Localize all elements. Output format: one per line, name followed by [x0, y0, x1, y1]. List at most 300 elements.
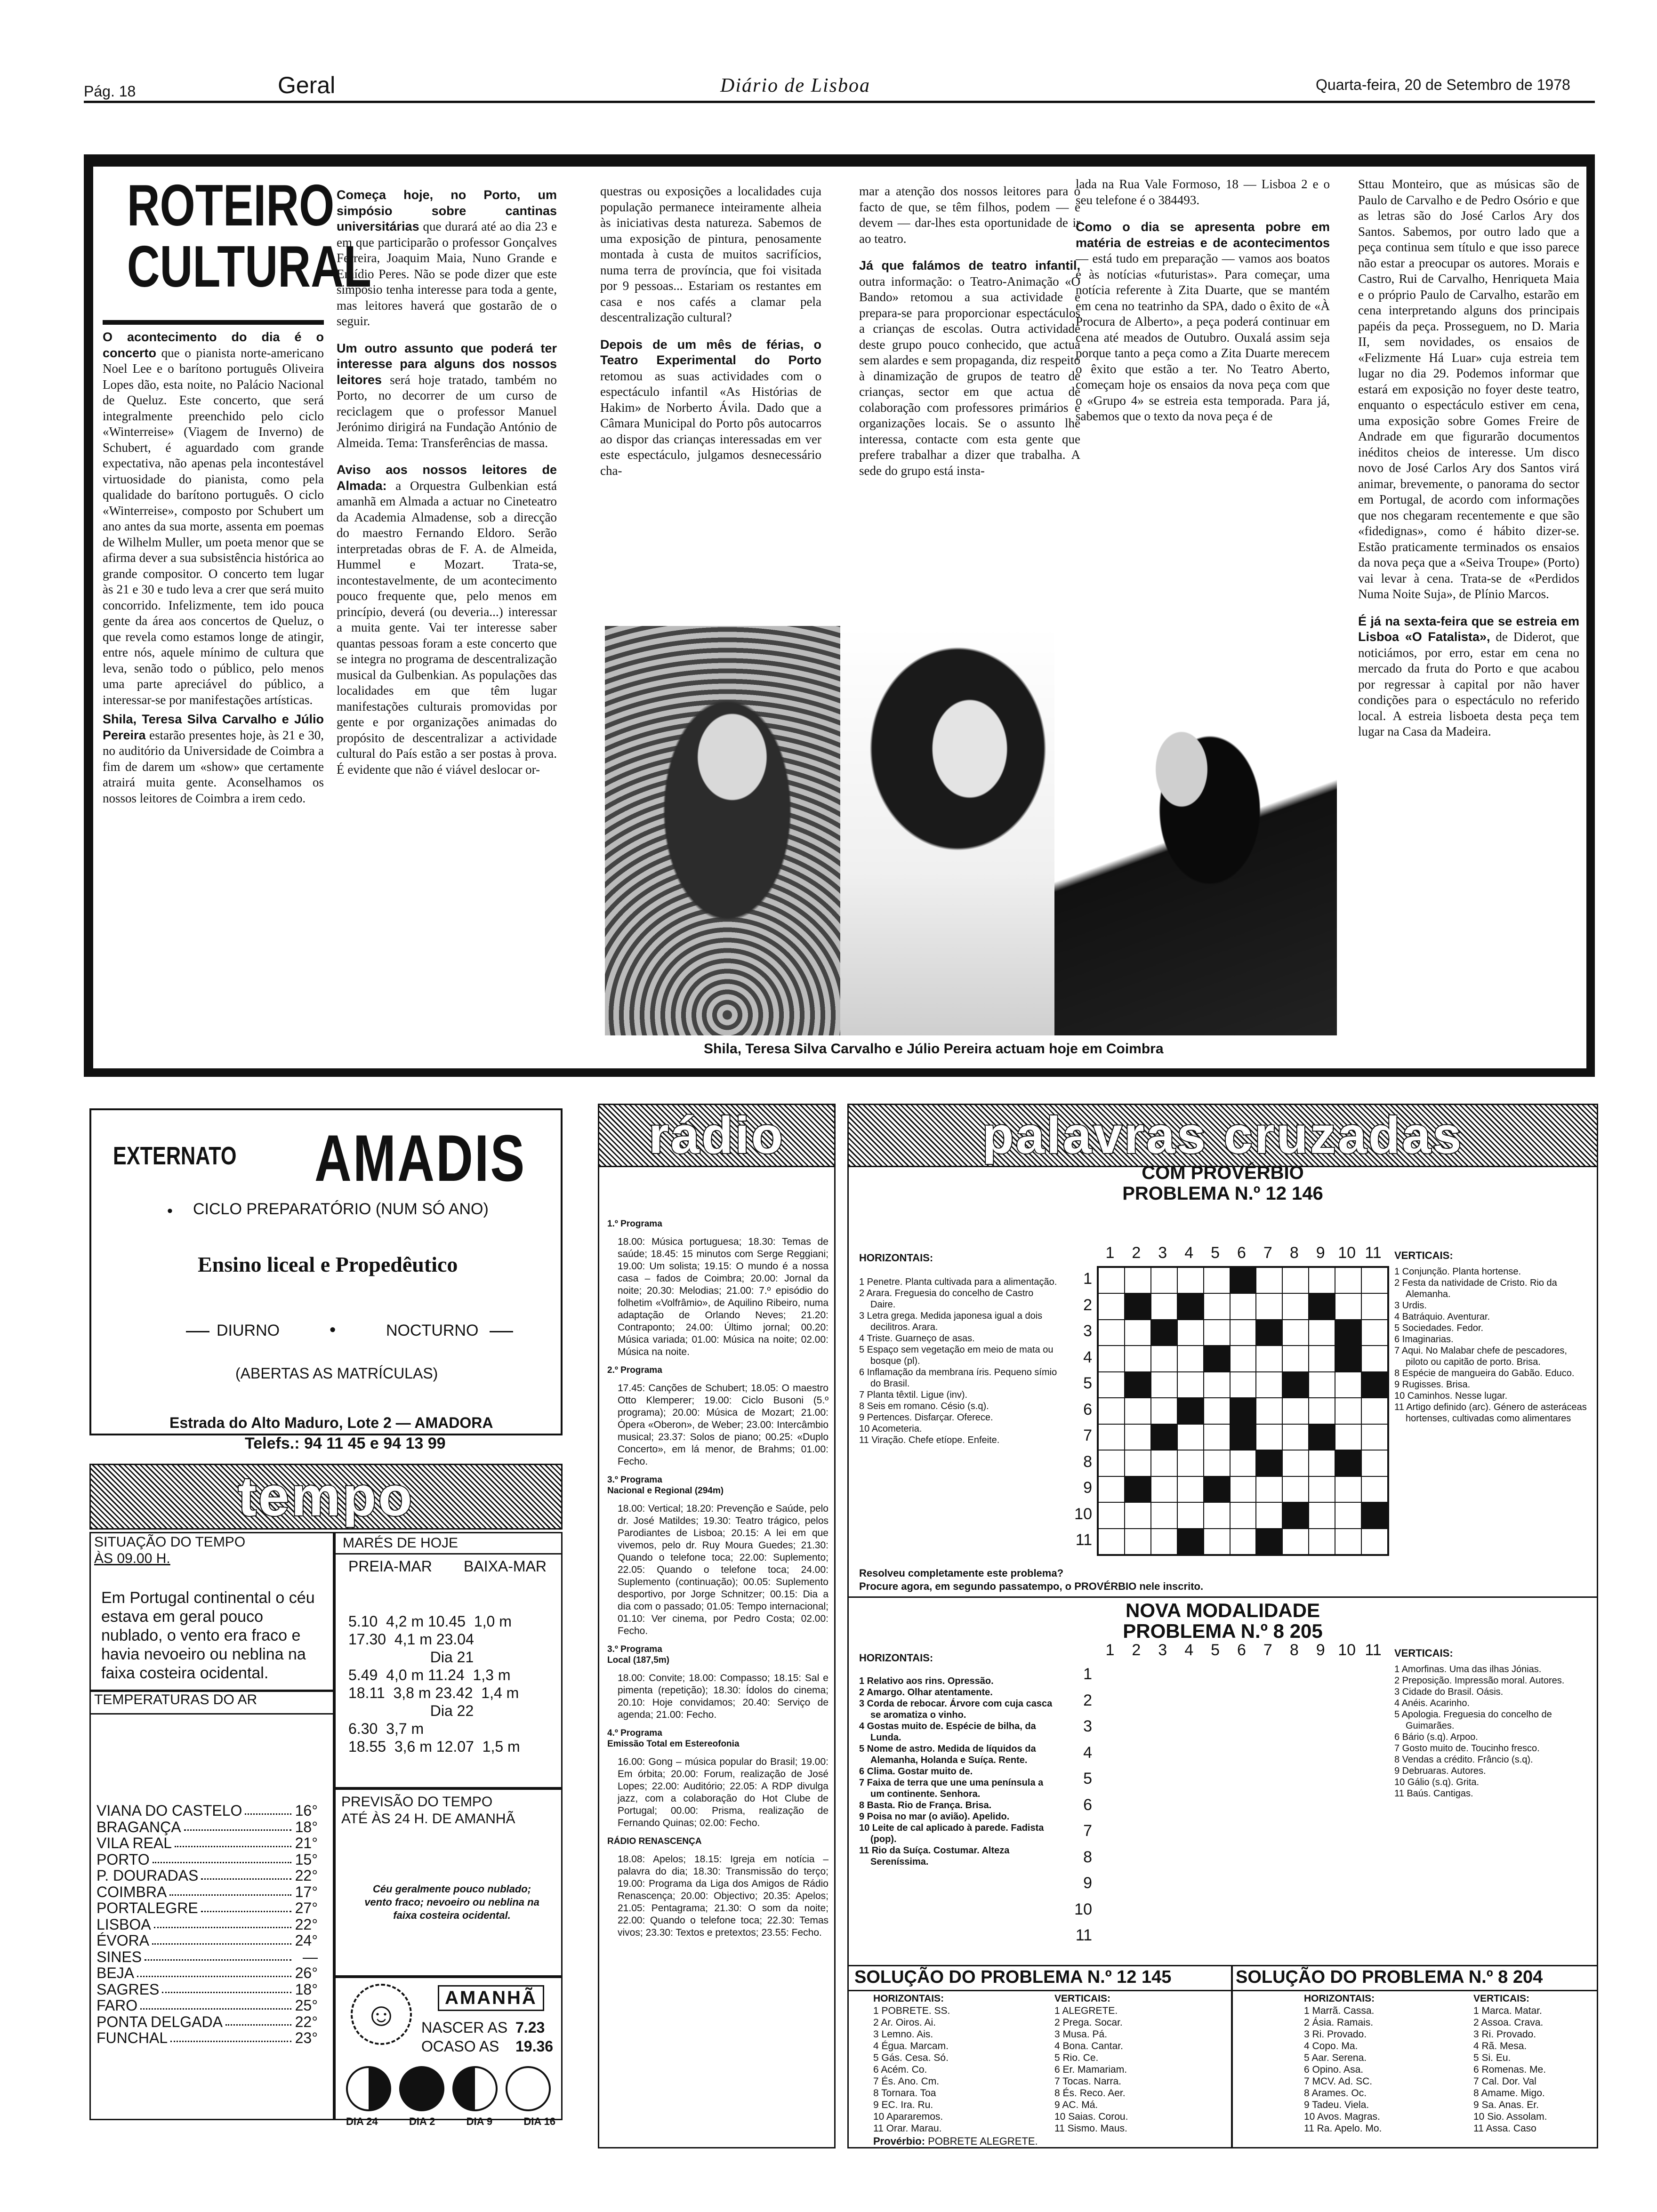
grid-cell[interactable]: [1256, 1293, 1282, 1319]
grid-cell[interactable]: [1360, 1792, 1386, 1818]
answer-vertical: 3 Musa. Pá.: [1054, 2029, 1108, 2040]
grid-cell[interactable]: [1151, 1346, 1177, 1371]
grid-cell[interactable]: [1150, 1792, 1176, 1818]
grid-cell[interactable]: [1282, 1293, 1309, 1319]
clue-horizontal: 6 Inflamação da membrana íris. Pequeno símio do Brasil.: [859, 1367, 1057, 1389]
grid-cell[interactable]: [1123, 1818, 1150, 1844]
grid-cell[interactable]: [1097, 1896, 1123, 1922]
grid-cell[interactable]: [1255, 1792, 1281, 1818]
grid-cell[interactable]: [1309, 1476, 1335, 1502]
grid-cell[interactable]: [1335, 1320, 1361, 1346]
grid-cell[interactable]: [1307, 1870, 1334, 1896]
grid-cell[interactable]: [1307, 1687, 1334, 1713]
grid-cell[interactable]: [1229, 1661, 1255, 1687]
answer-vertical: 11 Sismo. Maus.: [1054, 2123, 1127, 2134]
grid-cell[interactable]: [1282, 1450, 1309, 1476]
grid-cell[interactable]: [1282, 1529, 1309, 1555]
grid-cell[interactable]: [1123, 1739, 1150, 1765]
grid-cell[interactable]: [1098, 1424, 1125, 1450]
grid-cell[interactable]: [1335, 1529, 1361, 1555]
grid-cell[interactable]: [1281, 1766, 1307, 1792]
grid-cell[interactable]: [1361, 1424, 1388, 1450]
answer-horizontal: 1 POBRETE. SS.: [873, 2005, 950, 2016]
grid-cell[interactable]: [1177, 1450, 1204, 1476]
p2-verticais-label: VERTICAIS:: [1394, 1647, 1453, 1659]
grid-cell[interactable]: [1361, 1346, 1388, 1371]
grid-cell[interactable]: [1282, 1372, 1309, 1398]
grid-cell[interactable]: [1123, 1896, 1150, 1922]
grid-cell[interactable]: [1229, 1714, 1255, 1739]
grid-cell[interactable]: [1229, 1923, 1255, 1948]
grid-cell[interactable]: [1281, 1714, 1307, 1739]
grid-cell[interactable]: [1229, 1792, 1255, 1818]
grid-cell[interactable]: [1202, 1792, 1229, 1818]
grid-cell[interactable]: [1204, 1320, 1230, 1346]
grid-cell[interactable]: [1256, 1502, 1282, 1528]
grid-cell[interactable]: [1125, 1398, 1151, 1424]
grid-cell[interactable]: [1125, 1476, 1151, 1502]
grid-cell[interactable]: [1151, 1293, 1177, 1319]
grid-cell[interactable]: [1307, 1739, 1334, 1765]
p2-vertical-clues: [1394, 1664, 1592, 1799]
grid-cell[interactable]: [1281, 1739, 1307, 1765]
grid-cell[interactable]: [1125, 1267, 1151, 1293]
grid-cell[interactable]: [1256, 1476, 1282, 1502]
grid-cell[interactable]: [1204, 1502, 1230, 1528]
answer-vertical: 8 Amame. Migo.: [1473, 2088, 1545, 2099]
grid-cell[interactable]: [1360, 1896, 1386, 1922]
grid-cell[interactable]: [1097, 1687, 1123, 1713]
article-simposio: Começa hoje, no Porto, um simpósio sobre cantinas universitárias que durará até ao dia 23 e em que participarão o professor Gonçalves Ferreira, Joaquim Maia, Nuno Grande e Emídio Peres. Não se pode dizer que este simpósio tenha interesse para toda a gente, mas leitores haverá que gostarão de o seguir.: [337, 188, 557, 328]
radio-station-heading: 3.º Programa Nacional e Regional (294m): [607, 1475, 724, 1496]
grid-cell[interactable]: [1361, 1529, 1388, 1555]
grid-cell[interactable]: [1334, 1739, 1360, 1765]
grid-cell[interactable]: [1177, 1372, 1204, 1398]
grid-cell[interactable]: [1204, 1398, 1230, 1424]
grid-column-number: 4: [1184, 1641, 1194, 1659]
temperature-value: 18°: [295, 1980, 318, 1998]
grid-cell[interactable]: [1176, 1739, 1202, 1765]
grid-cell[interactable]: [1255, 1818, 1281, 1844]
grid-cell[interactable]: [1150, 1870, 1176, 1896]
answer-horizontal: 9 Tadeu. Viela.: [1304, 2100, 1369, 2110]
grid-cell[interactable]: [1202, 1714, 1229, 1739]
answer-horizontal: 7 És. Ano. Cm.: [873, 2076, 940, 2087]
grid-cell[interactable]: [1281, 1687, 1307, 1713]
grid-cell[interactable]: [1361, 1372, 1388, 1398]
clue-vertical: 8 Vendas a crédito. Frâncio (s.q).: [1394, 1755, 1533, 1765]
p1-column-numbers: [1097, 1244, 1386, 1262]
grid-cell[interactable]: [1335, 1372, 1361, 1398]
grid-cell[interactable]: [1097, 1661, 1123, 1687]
grid-cell[interactable]: [1098, 1476, 1125, 1502]
grid-cell[interactable]: [1125, 1502, 1151, 1528]
grid-row-number: 3: [1083, 1717, 1092, 1735]
grid-cell[interactable]: [1334, 1844, 1360, 1870]
grid-cell[interactable]: [1309, 1398, 1335, 1424]
clue-horizontal: 8 Basta. Rio de França. Brisa.: [859, 1800, 992, 1811]
grid-column-number: 2: [1132, 1244, 1141, 1262]
grid-cell[interactable]: [1123, 1923, 1150, 1948]
grid-cell[interactable]: [1230, 1502, 1256, 1528]
grid-cell[interactable]: [1176, 1844, 1202, 1870]
roteiro-column-6: [1358, 176, 1579, 1066]
grid-cell[interactable]: [1204, 1424, 1230, 1450]
grid-cell[interactable]: [1176, 1714, 1202, 1739]
grid-cell[interactable]: [1125, 1529, 1151, 1555]
grid-cell[interactable]: [1307, 1661, 1334, 1687]
grid-cell[interactable]: [1282, 1424, 1309, 1450]
grid-cell[interactable]: [1229, 1870, 1255, 1896]
grid-cell[interactable]: [1176, 1792, 1202, 1818]
grid-cell[interactable]: [1151, 1529, 1177, 1555]
crossword-grid-8205[interactable]: [1097, 1661, 1386, 1948]
grid-cell[interactable]: [1177, 1398, 1204, 1424]
grid-cell[interactable]: [1098, 1372, 1125, 1398]
grid-cell[interactable]: [1097, 1766, 1123, 1792]
grid-cell[interactable]: [1176, 1870, 1202, 1896]
grid-cell[interactable]: [1230, 1476, 1256, 1502]
grid-cell[interactable]: [1202, 1766, 1229, 1792]
clue-vertical: 11 Baús. Cantigas.: [1394, 1788, 1473, 1799]
temperature-city: FARO: [97, 1997, 138, 2014]
grid-cell[interactable]: [1361, 1267, 1388, 1293]
grid-cell[interactable]: [1150, 1739, 1176, 1765]
grid-cell[interactable]: [1335, 1398, 1361, 1424]
grid-cell[interactable]: [1335, 1346, 1361, 1371]
grid-cell[interactable]: [1177, 1529, 1204, 1555]
grid-cell[interactable]: [1230, 1529, 1256, 1555]
grid-cell[interactable]: [1334, 1870, 1360, 1896]
grid-cell[interactable]: [1151, 1476, 1177, 1502]
grid-cell[interactable]: [1125, 1320, 1151, 1346]
grid-cell[interactable]: [1204, 1346, 1230, 1371]
grid-cell[interactable]: [1256, 1346, 1282, 1371]
grid-cell[interactable]: [1360, 1739, 1386, 1765]
grid-cell[interactable]: [1230, 1293, 1256, 1319]
grid-cell[interactable]: [1097, 1739, 1123, 1765]
grid-cell[interactable]: [1309, 1529, 1335, 1555]
grid-cell[interactable]: [1256, 1320, 1282, 1346]
grid-cell[interactable]: [1309, 1320, 1335, 1346]
grid-cell[interactable]: [1307, 1714, 1334, 1739]
grid-cell[interactable]: [1176, 1818, 1202, 1844]
grid-cell[interactable]: [1229, 1818, 1255, 1844]
grid-cell[interactable]: [1123, 1844, 1150, 1870]
grid-cell[interactable]: [1098, 1320, 1125, 1346]
grid-cell[interactable]: [1334, 1661, 1360, 1687]
answer-horizontal: 11 Orar. Marau.: [873, 2123, 942, 2134]
grid-cell[interactable]: [1098, 1529, 1125, 1555]
grid-cell[interactable]: [1255, 1923, 1281, 1948]
grid-cell[interactable]: [1361, 1398, 1388, 1424]
grid-cell[interactable]: [1282, 1346, 1309, 1371]
grid-cell[interactable]: [1230, 1398, 1256, 1424]
temperature-value: 25°: [295, 1997, 318, 2014]
clue-vertical: 11 Artigo definido (arc). Género de asteráceas hortenses, cultivadas como alimentares: [1394, 1402, 1587, 1424]
grid-cell[interactable]: [1307, 1818, 1334, 1844]
grid-cell[interactable]: [1255, 1739, 1281, 1765]
grid-cell[interactable]: [1177, 1267, 1204, 1293]
grid-cell[interactable]: [1334, 1687, 1360, 1713]
grid-cell[interactable]: [1229, 1844, 1255, 1870]
grid-cell[interactable]: [1150, 1818, 1176, 1844]
grid-cell[interactable]: [1176, 1766, 1202, 1792]
grid-cell[interactable]: [1335, 1293, 1361, 1319]
roteiro-title-line1: ROTEIRO: [127, 173, 335, 238]
grid-cell[interactable]: [1256, 1424, 1282, 1450]
grid-cell[interactable]: [1230, 1372, 1256, 1398]
grid-cell[interactable]: [1150, 1661, 1176, 1687]
grid-cell[interactable]: [1335, 1502, 1361, 1528]
grid-cell[interactable]: [1281, 1818, 1307, 1844]
grid-cell[interactable]: [1230, 1346, 1256, 1371]
grid-cell[interactable]: [1098, 1450, 1125, 1476]
grid-cell[interactable]: [1229, 1766, 1255, 1792]
grid-cell[interactable]: [1176, 1923, 1202, 1948]
grid-cell[interactable]: [1150, 1896, 1176, 1922]
grid-cell[interactable]: [1256, 1372, 1282, 1398]
grid-cell[interactable]: [1281, 1844, 1307, 1870]
grid-cell[interactable]: [1281, 1896, 1307, 1922]
grid-cell[interactable]: [1177, 1424, 1204, 1450]
grid-cell[interactable]: [1151, 1502, 1177, 1528]
grid-cell[interactable]: [1097, 1870, 1123, 1896]
grid-cell[interactable]: [1230, 1424, 1256, 1450]
grid-cell[interactable]: [1123, 1661, 1150, 1687]
moon-phase-full-icon: [452, 2066, 498, 2111]
grid-cell[interactable]: [1334, 1923, 1360, 1948]
masthead: Diário de Lisboa: [720, 75, 871, 96]
answer-horizontal: 3 Lemno. Ais.: [873, 2029, 933, 2040]
grid-cell[interactable]: [1360, 1870, 1386, 1896]
article-bando-cont: lada na Rua Vale Formoso, 18 — Lisboa 2 e o seu telefone é o 384493.: [1076, 177, 1330, 207]
grid-cell[interactable]: [1255, 1687, 1281, 1713]
grid-cell[interactable]: [1282, 1398, 1309, 1424]
grid-cell[interactable]: [1307, 1792, 1334, 1818]
clue-vertical: 7 Aqui. No Malabar chefe de pescadores, piloto ou capitão de porto. Brisa.: [1394, 1346, 1567, 1367]
grid-cell[interactable]: [1361, 1450, 1388, 1476]
grid-cell[interactable]: [1361, 1320, 1388, 1346]
grid-cell[interactable]: [1335, 1476, 1361, 1502]
grid-cell[interactable]: [1123, 1766, 1150, 1792]
crossword-grid-12146[interactable]: [1097, 1266, 1389, 1556]
grid-cell[interactable]: [1176, 1687, 1202, 1713]
grid-cell[interactable]: [1334, 1818, 1360, 1844]
grid-cell[interactable]: [1098, 1267, 1125, 1293]
grid-cell[interactable]: [1309, 1346, 1335, 1371]
grid-cell[interactable]: [1282, 1320, 1309, 1346]
grid-cell[interactable]: [1151, 1450, 1177, 1476]
grid-cell[interactable]: [1309, 1502, 1335, 1528]
grid-row-number: 7: [1083, 1822, 1092, 1840]
grid-cell[interactable]: [1123, 1870, 1150, 1896]
grid-cell[interactable]: [1177, 1346, 1204, 1371]
grid-cell[interactable]: [1334, 1792, 1360, 1818]
grid-cell[interactable]: [1230, 1320, 1256, 1346]
grid-cell[interactable]: [1125, 1293, 1151, 1319]
grid-cell[interactable]: [1150, 1766, 1176, 1792]
grid-row-number: 4: [1083, 1348, 1092, 1366]
grid-cell[interactable]: [1097, 1923, 1123, 1948]
answer-vertical: 11 Assa. Caso: [1473, 2123, 1536, 2134]
grid-cell[interactable]: [1307, 1844, 1334, 1870]
answer-horizontal: 8 Arames. Oc.: [1304, 2088, 1367, 2099]
roteiro-column-3: [600, 184, 821, 638]
grid-cell[interactable]: [1360, 1714, 1386, 1739]
grid-cell[interactable]: [1151, 1398, 1177, 1424]
grid-cell[interactable]: [1256, 1267, 1282, 1293]
grid-column-number: 1: [1105, 1244, 1115, 1262]
grid-cell[interactable]: [1229, 1687, 1255, 1713]
grid-cell[interactable]: [1229, 1739, 1255, 1765]
grid-cell[interactable]: [1255, 1844, 1281, 1870]
grid-cell[interactable]: [1256, 1529, 1282, 1555]
grid-row-number: 8: [1083, 1452, 1092, 1471]
grid-cell[interactable]: [1334, 1714, 1360, 1739]
clue-vertical: 3 Urdis.: [1394, 1300, 1427, 1311]
grid-cell[interactable]: [1281, 1792, 1307, 1818]
grid-cell[interactable]: [1204, 1529, 1230, 1555]
p1-title: COM PROVÉRBIO PROBLEMA N.º 12 146: [1122, 1162, 1323, 1204]
grid-cell[interactable]: [1255, 1766, 1281, 1792]
grid-cell[interactable]: [1282, 1267, 1309, 1293]
grid-cell[interactable]: [1361, 1476, 1388, 1502]
temperature-row: [97, 1884, 318, 1900]
temperature-row: [97, 1932, 318, 1949]
grid-cell[interactable]: [1176, 1896, 1202, 1922]
temperature-city: PORTO: [97, 1851, 150, 1868]
grid-cell[interactable]: [1255, 1870, 1281, 1896]
grid-cell[interactable]: [1098, 1398, 1125, 1424]
temperature-row: [97, 1997, 318, 2014]
grid-cell[interactable]: [1309, 1450, 1335, 1476]
temperature-value: 23°: [295, 2029, 318, 2046]
grid-cell[interactable]: [1282, 1502, 1309, 1528]
grid-cell[interactable]: [1177, 1502, 1204, 1528]
grid-cell[interactable]: [1177, 1293, 1204, 1319]
grid-cell[interactable]: [1202, 1923, 1229, 1948]
grid-cell[interactable]: [1177, 1476, 1204, 1502]
grid-cell[interactable]: [1360, 1818, 1386, 1844]
grid-cell[interactable]: [1125, 1450, 1151, 1476]
grid-cell[interactable]: [1202, 1818, 1229, 1844]
grid-cell[interactable]: [1150, 1714, 1176, 1739]
grid-cell[interactable]: [1097, 1818, 1123, 1844]
grid-column-number: 6: [1237, 1641, 1246, 1659]
clue-horizontal: 1 Penetre. Planta cultivada para a alimentação.: [859, 1277, 1057, 1287]
grid-cell[interactable]: [1125, 1346, 1151, 1371]
grid-cell[interactable]: [1123, 1687, 1150, 1713]
grid-cell[interactable]: [1229, 1896, 1255, 1922]
grid-cell[interactable]: [1335, 1424, 1361, 1450]
grid-cell[interactable]: [1098, 1502, 1125, 1528]
grid-cell[interactable]: [1151, 1320, 1177, 1346]
mares-baixa: BAIXA-MAR: [464, 1558, 547, 1575]
grid-cell[interactable]: [1309, 1372, 1335, 1398]
grid-cell[interactable]: [1282, 1476, 1309, 1502]
p2-title: NOVA MODALIDADE PROBLEMA N.º 8 205: [1123, 1599, 1323, 1642]
grid-cell[interactable]: [1202, 1687, 1229, 1713]
ad-phones: Telefs.: 94 11 45 e 94 13 99: [245, 1435, 446, 1452]
grid-cell[interactable]: [1309, 1293, 1335, 1319]
grid-cell[interactable]: [1255, 1896, 1281, 1922]
grid-cell[interactable]: [1150, 1844, 1176, 1870]
grid-cell[interactable]: [1255, 1661, 1281, 1687]
grid-cell[interactable]: [1098, 1293, 1125, 1319]
grid-cell[interactable]: [1204, 1372, 1230, 1398]
grid-cell[interactable]: [1204, 1476, 1230, 1502]
grid-cell[interactable]: [1360, 1844, 1386, 1870]
temperature-leader: [162, 1981, 291, 1994]
grid-cell[interactable]: [1204, 1293, 1230, 1319]
grid-cell[interactable]: [1202, 1844, 1229, 1870]
grid-cell[interactable]: [1202, 1739, 1229, 1765]
grid-cell[interactable]: [1097, 1714, 1123, 1739]
grid-cell[interactable]: [1204, 1450, 1230, 1476]
grid-cell[interactable]: [1125, 1372, 1151, 1398]
ocaso-time: 19.36: [515, 2038, 554, 2055]
grid-cell[interactable]: [1097, 1792, 1123, 1818]
grid-cell[interactable]: [1230, 1267, 1256, 1293]
grid-cell[interactable]: [1334, 1896, 1360, 1922]
grid-cell[interactable]: [1177, 1320, 1204, 1346]
clue-horizontal: 2 Arara. Freguesia do concelho de Castro Daire.: [859, 1288, 1034, 1310]
mares-title: MARÉS DE HOJE: [343, 1535, 458, 1551]
grid-cell[interactable]: [1334, 1766, 1360, 1792]
grid-cell[interactable]: [1335, 1267, 1361, 1293]
grid-cell[interactable]: [1151, 1372, 1177, 1398]
grid-cell[interactable]: [1307, 1766, 1334, 1792]
grid-row-number: 11: [1075, 1926, 1092, 1944]
grid-cell[interactable]: [1281, 1923, 1307, 1948]
grid-cell[interactable]: [1281, 1661, 1307, 1687]
grid-cell[interactable]: [1335, 1450, 1361, 1476]
grid-cell[interactable]: [1150, 1687, 1176, 1713]
grid-cell[interactable]: [1202, 1661, 1229, 1687]
grid-cell[interactable]: [1151, 1424, 1177, 1450]
grid-cell[interactable]: [1307, 1923, 1334, 1948]
grid-cell[interactable]: [1307, 1896, 1334, 1922]
grid-cell[interactable]: [1151, 1267, 1177, 1293]
temperature-row: [97, 2014, 318, 2030]
grid-cell[interactable]: [1256, 1398, 1282, 1424]
grid-cell[interactable]: [1360, 1766, 1386, 1792]
grid-cell[interactable]: [1125, 1424, 1151, 1450]
grid-cell[interactable]: [1309, 1267, 1335, 1293]
grid-column-number: 7: [1263, 1641, 1272, 1659]
grid-cell[interactable]: [1202, 1896, 1229, 1922]
grid-cell[interactable]: [1204, 1267, 1230, 1293]
grid-cell[interactable]: [1281, 1870, 1307, 1896]
grid-cell[interactable]: [1360, 1661, 1386, 1687]
grid-cell[interactable]: [1360, 1923, 1386, 1948]
grid-cell[interactable]: [1097, 1844, 1123, 1870]
grid-cell[interactable]: [1176, 1661, 1202, 1687]
grid-cell[interactable]: [1150, 1923, 1176, 1948]
grid-cell[interactable]: [1098, 1346, 1125, 1371]
grid-cell[interactable]: [1230, 1450, 1256, 1476]
grid-cell[interactable]: [1361, 1502, 1388, 1528]
grid-cell[interactable]: [1123, 1792, 1150, 1818]
grid-cell[interactable]: [1255, 1714, 1281, 1739]
grid-cell[interactable]: [1123, 1714, 1150, 1739]
grid-cell[interactable]: [1202, 1870, 1229, 1896]
grid-cell[interactable]: [1361, 1293, 1388, 1319]
grid-cell[interactable]: [1256, 1450, 1282, 1476]
grid-cell[interactable]: [1360, 1687, 1386, 1713]
grid-cell[interactable]: [1309, 1424, 1335, 1450]
